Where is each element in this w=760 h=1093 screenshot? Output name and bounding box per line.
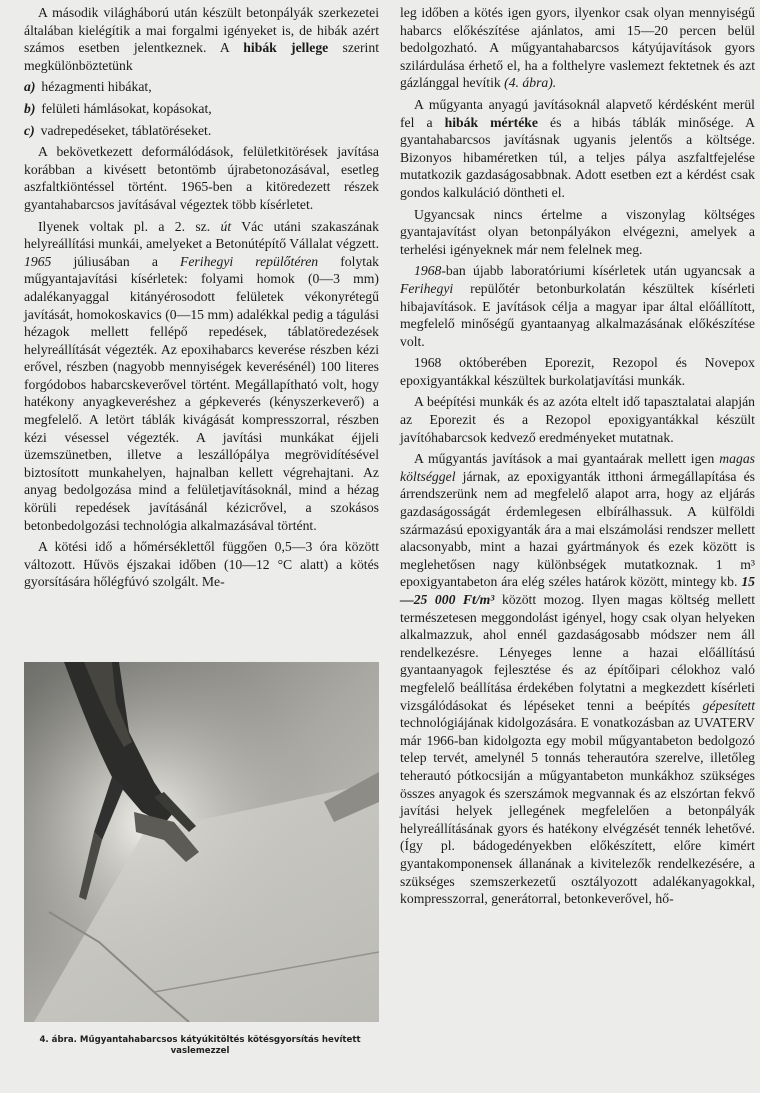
emphasis: gépesített <box>702 697 755 713</box>
right-column <box>400 4 755 912</box>
text: technológiájának kidolgozására. E vonatkozásban az UVATERV már 1966-ban kidolgozta egy mobil műgyantabeton bedolgozó telep tervét, amelynél 5 tonnás teherautóra szerelve, illetőleg teherautó pótkocsiján a műgyantabeton munkákhoz szükséges összes anyagok és szerszámok megvannak és az elszórtan fekvő javítási helyek jellegének megfelelően a betonpályák helyreállításának gyors és hatékony elvégzését tennék lehetővé. (Így pl. bádogedényekben előkészített, előre kimért gyantakomponensek állanának a kivitelezők rendelkezésére, a szükséges szemszerkezetű osztályozott adalékanyagokkal, kompresszorral, generátorral, betonkeverővel, hő- <box>400 715 755 907</box>
list-text: hézagmenti hibákat, <box>41 79 152 95</box>
paragraph <box>400 4 755 92</box>
list-item <box>24 78 379 96</box>
emphasis: 1968 <box>414 263 442 279</box>
figure-caption: 4. ábra. Műgyantahabarcsos kátyúkitöltés kötésgyorsítás hevített vaslemezzel <box>39 1035 361 1056</box>
emphasis: Ferihegyi repülőtéren <box>180 253 319 269</box>
figure-photo <box>24 662 379 1022</box>
list-marker: a) <box>24 79 36 95</box>
text: járnak, az epoxigyanták itthoni ármegállapítása és árrendszerünk nem ad megfelelő alapot arra, hogy az eljárás gazdaságosságát érdemlegesen elbírálhassuk. A külföldi származású epoxigyanták ára a mai elszámolási rendszer mellett alacsonyabb, mint a hazai gyártmányok és ezek között is meglehetősen nagy különbségek mutatkoznak. 1 m³ epoxigyantabeton ára elég széles határok között, mintegy kb. <box>400 468 755 590</box>
left-column <box>24 4 379 595</box>
list-marker: b) <box>24 100 36 116</box>
text: szerint megkülönböztetünk <box>24 40 380 73</box>
paragraph <box>400 96 755 202</box>
text: Ilyenek voltak pl. a 2. sz. <box>38 218 211 234</box>
list-text: vadrepedéseket, táblatöréseket. <box>40 122 212 138</box>
paragraph <box>400 262 755 350</box>
text: A második világháború után készült betonpályák szerkezetei általában kielégítik a mai forgalmi igényeket is, de hibák azért számos esetben jelentkeznek. A <box>24 5 379 56</box>
text: folytak műgyantajavítási kísérletek: folyami homok (0—3 mm) adalékanyaggal kitányérosodott felületek vékonyrétegű javítását, homokoskavics (0—15 mm) adalékkal pedig a tágulási hézagok mellett fellépő repedések, táblatöredezések helyreállítását végezték. Az epoxihabarcs keverése részben kézi erővel, részben (nagyobb mennyiségek keverésénél) 100 literes forgódobos habarcskeverővel történt. Megállapítható volt, hogy hatékony anyagkeveréshez a gépkeverés (kényszerkeverő) a megfelelő. A letört táblák kivágását kompresszorral, részben kézi vésessel végezték. A javítási munkákat éjjeli üzemszünetben, illetve a leszállópálya megrövidítésével biztosított munkahelyen, hajnalban kellett végrehajtani. Az anyag bedolgozása mind a felületjavításoknál, mind a hézag körüli repedések javításánál kézicrővel, a szokásos betonbedolgozási technológia alkalmazásával történt. <box>24 253 380 533</box>
text: Vác utáni szakaszának helyreállítási munkái, amelyeket a Betonútépítő Vállalat végzett. <box>24 218 379 252</box>
text: A műgyantás javítások a mai gyantaárak mellett igen <box>414 451 715 467</box>
text: repülőtér betonburkolatán készültek kísérleti hibajavítások. E javítások célja a magyar ipar által előállított, megfelelő minőségű gyantaanyag alkalmazásának előkészítése volt. <box>400 280 756 349</box>
list-text: felületi hámlásokat, kopásokat, <box>41 100 212 116</box>
text: között mozog. Ilyen magas költség mellett természetesen meggondolást igényel, hogy csak olyan helyeken alkalmazzuk, ahol ennél gazdaságosabb módszer nem áll rendelkezésre. Lényeges lenne a hazai előállítású gyantaanyagok fejlesztése és az építőipari célokhoz való megfelelő beállítása érdekében folytatni a megkezdett kísérleti vizsgálódásokat és lépéseket tenni a beépítés <box>400 592 756 713</box>
text: leg időben a kötés igen gyors, ilyenkor csak olyan mennyiségű habarcs előkészítése ajánlatos, ami 15—20 percen belül bedolgozható. A műgyantahabarcsos kátyújavítások gyors szilárdulása érhető el, ha a folthelyre vaslemezt fektetnek és azt gázlánggal hevítik <box>400 5 755 91</box>
emphasis: út <box>220 218 232 234</box>
paragraph: A bekövetkezett deformálódások, felületkitörések javítása korábban a kivésett betontömb újrabetonozásával, esetleg aszfaltkiöntéssel történt. 1965-ben a kitöredezett részek gyantahabarcsos javításával végeztek több kísérletet. <box>24 144 379 212</box>
emphasis: 15—25 000 Ft/m³ <box>400 574 756 607</box>
paragraph <box>400 450 755 907</box>
paragraph: 1968 októberében Eporezit, Rezopol és Novepox epoxigyantákkal készültek burkolatjavítási munkák. <box>400 355 755 388</box>
paragraph: A kötési idő a hőmérséklettől függően 0,5—3 óra között változott. Hűvös éjszakai időben (10—12 °C alatt) a kötés gyorsítására hőlégfúvó szolgált. Me- <box>24 539 379 590</box>
list-item <box>24 122 379 140</box>
list-item <box>24 100 379 118</box>
text: A műgyanta anyagú javításoknál alapvető kérdésként merül fel a <box>400 96 755 130</box>
emphasis: Ferihegyi <box>400 280 454 296</box>
paragraph <box>24 218 379 535</box>
paragraph: A beépítési munkák és az azóta eltelt idő tapasztalatai alapján az Eporezit és a Rezopol epoxigyantákkal készült javítóhabarcsok kedvező eredményeket mutatnak. <box>400 394 755 445</box>
paragraph: Ugyancsak nincs értelme a viszonylag költséges gyantajavítást olyan betonpályákon elvégezni, amelyek a terhelési igényeknek már nem felelnek meg. <box>400 206 755 257</box>
emphasis: magas költséggel <box>400 451 756 484</box>
text: júliusában a <box>73 253 158 269</box>
text: és a hibás táblák minősége. A gyantahabarcsos javításnak ugyanis jelentős a költsége. Bizonyos hibaméretken túl, a teljes pálya aszfaltfejelése mutatkozik gazdaságosabbnak. Adott esetben ezt a kérdést csak gondos kalkuláció döntheti el. <box>400 114 756 200</box>
emphasis: hibák mértéke <box>444 114 538 130</box>
text: -ban újabb laboratóriumi kísérletek után ugyancsak a <box>441 263 755 279</box>
paragraph <box>24 4 379 74</box>
list-marker: c) <box>24 122 35 138</box>
photo-image <box>24 662 379 1022</box>
figure-reference: (4. ábra). <box>504 75 557 91</box>
emphasis: hibák jellege <box>243 40 329 56</box>
emphasis: 1965 <box>24 253 52 269</box>
